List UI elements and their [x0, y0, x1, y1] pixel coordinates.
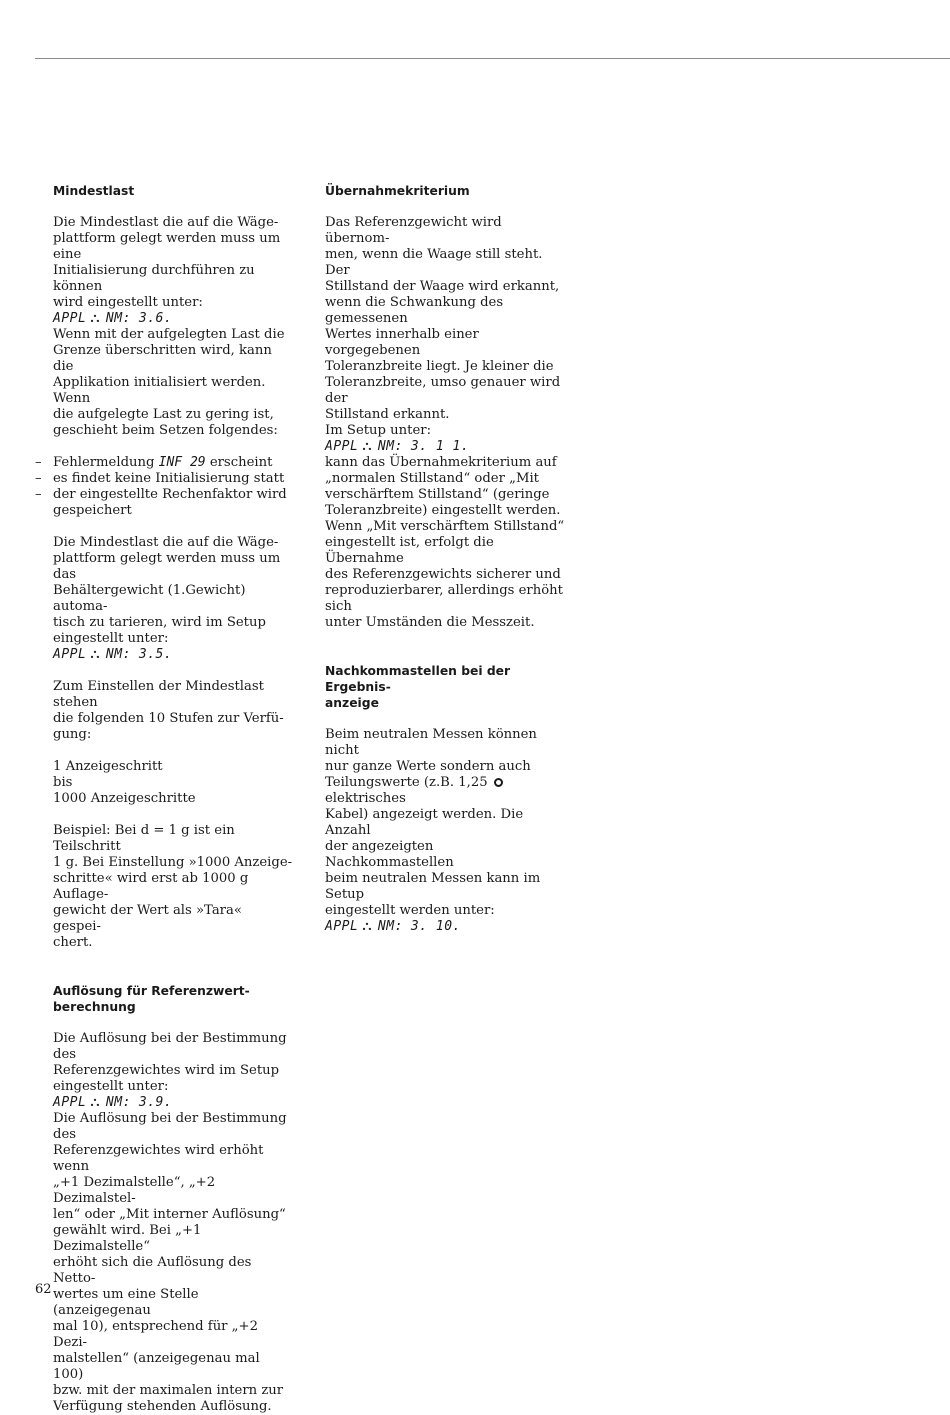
- text-line: 1 g. Bei Einstellung »1000 Anzeige-: [53, 855, 293, 870]
- text-line: Die Auflösung bei der Bestimmung des: [53, 1031, 287, 1062]
- text-line: malstellen“ (anzeigegenau mal 100): [53, 1351, 260, 1382]
- text-line: beim neutralen Messen kann im Setup: [325, 871, 541, 902]
- text-line: wertes um eine Stelle (anzeigegenau: [53, 1287, 199, 1318]
- text-line: kann das Übernahmekriterium auf: [325, 455, 557, 470]
- setup-code-display: [53, 311, 293, 327]
- text: der eingestellte Rechenfaktor wird: [53, 487, 287, 502]
- text-line: die aufgelegte Last zu gering ist,: [53, 407, 274, 422]
- dash-bullet: –: [35, 455, 42, 470]
- text-line: Stillstand der Waage wird erkannt,: [325, 279, 560, 294]
- error-code: INF 29: [158, 455, 206, 470]
- text: erscheint: [209, 455, 273, 470]
- text-line: Im Setup unter:: [325, 423, 432, 438]
- text-line: tisch zu tarieren, wird im Setup: [53, 615, 266, 630]
- text-line: „normalen Stillstand“ oder „Mit: [325, 471, 539, 486]
- scale-symbol-icon: ⛬: [362, 919, 372, 934]
- paragraph: [325, 455, 565, 631]
- text-line: Wertes innerhalb einer vorgegebenen: [325, 327, 479, 358]
- text-line: Stillstand erkannt.: [325, 407, 450, 422]
- text-line: Applikation initialisiert werden. Wenn: [53, 375, 266, 406]
- text-line: plattform gelegt werden muss um das: [53, 551, 281, 582]
- text-line: elektrisches: [325, 791, 406, 806]
- text: Fehlermeldung: [53, 455, 155, 470]
- text-line: eingestellt werden unter:: [325, 903, 495, 918]
- paragraph: [53, 215, 293, 311]
- code-nm: NM:: [377, 919, 403, 934]
- text-line: plattform gelegt werden muss um eine: [53, 231, 281, 262]
- text-line: schritte« wird erst ab 1000 g Auflage-: [53, 871, 249, 902]
- text-line: erhöht sich die Auflösung des Netto-: [53, 1255, 252, 1286]
- setup-code-display: [325, 919, 565, 935]
- code-nm: NM:: [105, 1095, 131, 1110]
- text-line: men, wenn die Waage still steht. Der: [325, 247, 543, 278]
- text-line: Wenn mit der aufgelegten Last die: [53, 327, 285, 342]
- text-line: nur ganze Werte sondern auch: [325, 759, 531, 774]
- text-line: gewählt wird. Bei „+1 Dezimalstelle“: [53, 1223, 202, 1254]
- setup-code-display: [53, 1095, 293, 1111]
- code-prefix: APPL: [53, 1095, 87, 1110]
- text-line: Beim neutralen Messen können nicht: [325, 727, 537, 758]
- scale-symbol-icon: ⛬: [90, 311, 100, 326]
- text-line: wird eingestellt unter:: [53, 295, 203, 310]
- text-line: Beispiel: Bei d = 1 g ist ein Teilschritt: [53, 823, 235, 854]
- text-line: Toleranzbreite, umso genauer wird der: [325, 375, 561, 406]
- scale-symbol-icon: ⛬: [362, 439, 372, 454]
- code-value: 3.6.: [138, 311, 173, 326]
- text-line: Referenzgewichtes wird im Setup: [53, 1063, 280, 1078]
- paragraph: [53, 1111, 293, 1415]
- scale-symbol-icon: ⛬: [90, 1095, 100, 1110]
- text-line: Die Auflösung bei der Bestimmung des: [53, 1111, 287, 1142]
- cable-circle-icon: [494, 778, 503, 787]
- paragraph: [53, 759, 293, 807]
- list-item: [35, 455, 293, 471]
- text-line: eingestellt unter:: [53, 631, 169, 646]
- paragraph: [53, 535, 293, 647]
- paragraph: [53, 327, 293, 439]
- text-line: Initialisierung durchführen zu können: [53, 263, 255, 294]
- text-line: Die Mindestlast die auf die Wäge-: [53, 535, 279, 550]
- header-rule: [35, 58, 950, 59]
- text-line: bzw. mit der maximalen intern zur: [53, 1383, 284, 1398]
- text-line: Grenze überschritten wird, kann die: [53, 343, 272, 374]
- list-item: [35, 471, 293, 487]
- text: gespeichert: [53, 503, 132, 518]
- section-heading-aufloesung: [53, 983, 293, 1015]
- text-line: 1000 Anzeigeschritte: [53, 791, 196, 806]
- dash-bullet: –: [35, 471, 42, 486]
- text-line: wenn die Schwankung des gemessenen: [325, 295, 504, 326]
- code-nm: NM:: [105, 647, 131, 662]
- text-line: Teilungswerte (z.B. 1,25: [325, 775, 488, 790]
- scale-symbol-icon: ⛬: [90, 647, 100, 662]
- text-line: Referenzgewichtes wird erhöht wenn: [53, 1143, 264, 1174]
- heading-line: berechnung: [53, 1000, 136, 1014]
- text-line: len“ oder „Mit interner Auflösung“: [53, 1207, 286, 1222]
- paragraph: [53, 679, 293, 743]
- text-line: gewicht der Wert als »Tara« gespei-: [53, 903, 242, 934]
- paragraph: [325, 727, 565, 919]
- text-line: reproduzierbarer, allerdings erhöht sich: [325, 583, 563, 614]
- text-line: Verfügung stehenden Auflösung.: [53, 1399, 272, 1414]
- code-prefix: APPL: [53, 647, 87, 662]
- text-line: Behältergewicht (1.Gewicht) automa-: [53, 583, 246, 614]
- paragraph: [53, 823, 293, 951]
- text-line: Toleranzbreite) eingestellt werden.: [325, 503, 561, 518]
- heading-line: Nachkommastellen bei der Ergebnis-: [325, 664, 511, 694]
- page-number: 62: [35, 1282, 52, 1297]
- text-line: Wenn „Mit verschärftem Stillstand“: [325, 519, 565, 534]
- code-value: 3.9.: [138, 1095, 173, 1110]
- right-column: [325, 183, 565, 935]
- section-heading-nachkommastellen: [325, 663, 565, 711]
- text: es findet keine Initialisierung statt: [53, 471, 285, 486]
- text-line: Kabel) angezeigt werden. Die Anzahl: [325, 807, 524, 838]
- section-heading-uebernahmekriterium: Übernahmekriterium: [325, 184, 470, 198]
- text-line: bis: [53, 775, 73, 790]
- text-line: Zum Einstellen der Mindestlast stehen: [53, 679, 264, 710]
- setup-code-display: [53, 647, 293, 663]
- text-line: des Referenzgewichts sicherer und: [325, 567, 561, 582]
- section-heading-mindestlast: Mindestlast: [53, 184, 135, 198]
- paragraph: [53, 1031, 293, 1095]
- text-line: eingestellt ist, erfolgt die Übernahme: [325, 535, 494, 566]
- dash-bullet: –: [35, 487, 42, 502]
- code-nm: NM:: [105, 311, 131, 326]
- code-prefix: APPL: [325, 439, 359, 454]
- heading-line: anzeige: [325, 696, 379, 710]
- text-line: Das Referenzgewicht wird übernom-: [325, 215, 502, 246]
- text-line: verschärftem Stillstand“ (geringe: [325, 487, 550, 502]
- text-line: „+1 Dezimalstelle“, „+2 Dezimalstel-: [53, 1175, 216, 1206]
- setup-code-display: [325, 439, 565, 455]
- text-line: mal 10), entsprechend für „+2 Dezi-: [53, 1319, 258, 1350]
- code-nm: NM:: [377, 439, 403, 454]
- text-line: unter Umständen die Messzeit.: [325, 615, 535, 630]
- paragraph: [325, 215, 565, 439]
- code-prefix: APPL: [325, 919, 359, 934]
- text-line: die folgenden 10 Stufen zur Verfü-: [53, 711, 284, 726]
- consequence-list: [35, 455, 293, 519]
- list-item: [35, 487, 293, 519]
- text-line: 1 Anzeigeschritt: [53, 759, 163, 774]
- code-value: 3. 10.: [410, 919, 461, 934]
- code-value: 3. 1 1.: [410, 439, 470, 454]
- text-line: der angezeigten Nachkommastellen: [325, 839, 454, 870]
- text-line: Die Mindestlast die auf die Wäge-: [53, 215, 279, 230]
- heading-line: Auflösung für Referenzwert-: [53, 984, 250, 998]
- text-line: gung:: [53, 727, 92, 742]
- text-line: eingestellt unter:: [53, 1079, 169, 1094]
- code-prefix: APPL: [53, 311, 87, 326]
- text-line: geschieht beim Setzen folgendes:: [53, 423, 278, 438]
- code-value: 3.5.: [138, 647, 173, 662]
- text-line: Toleranzbreite liegt. Je kleiner die: [325, 359, 554, 374]
- text-line: chert.: [53, 935, 93, 950]
